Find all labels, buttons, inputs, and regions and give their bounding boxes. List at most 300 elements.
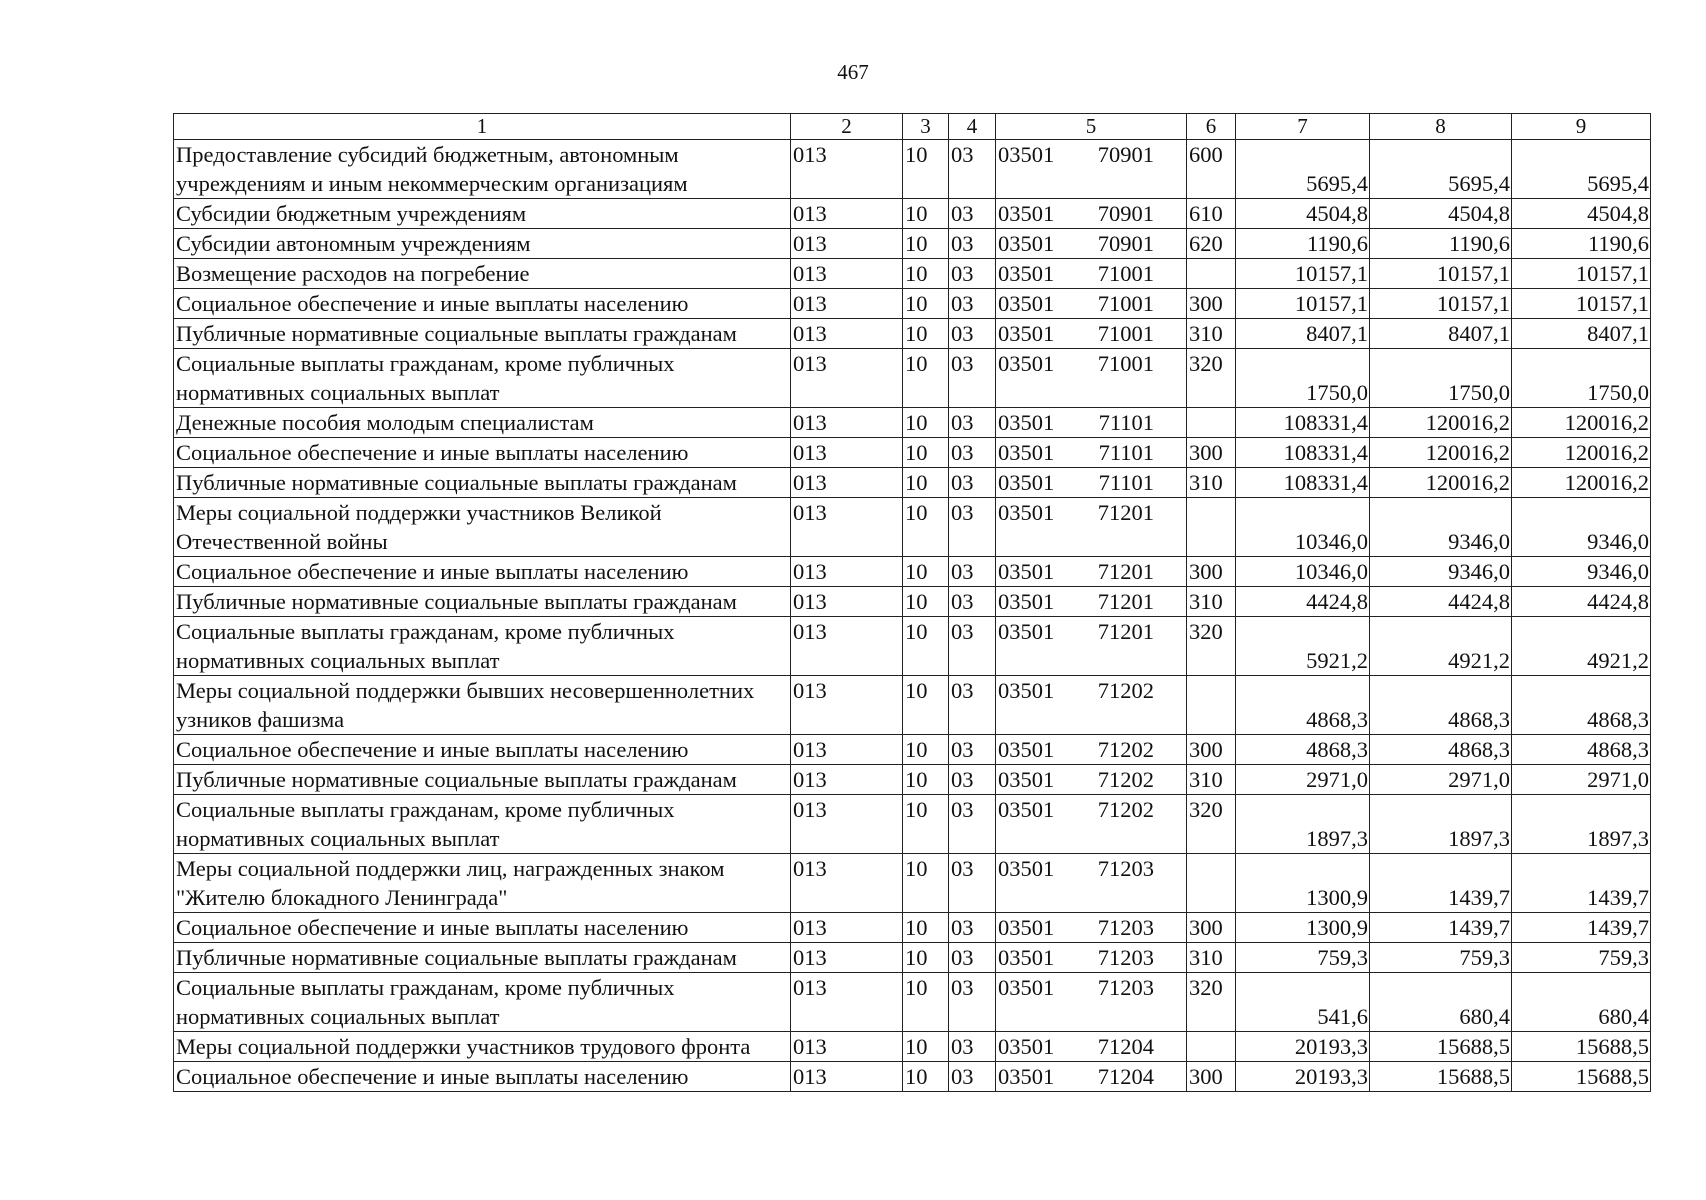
- amount-col9: 4504,8: [1512, 199, 1651, 229]
- grbs-code: 013: [791, 1032, 903, 1062]
- grbs-code: 013: [791, 765, 903, 795]
- table-row: [174, 765, 1651, 795]
- amount-col9: 4868,3: [1512, 735, 1651, 765]
- target-article-program: 03501: [998, 440, 1055, 465]
- expense-name: Публичные нормативные социальные выплаты гражданам: [174, 765, 791, 795]
- expense-name: Меры социальной поддержки участников Великой Отечественной войны: [174, 498, 791, 557]
- expense-name: Социальные выплаты гражданам, кроме публичных нормативных социальных выплат: [174, 973, 791, 1032]
- grbs-code: 013: [791, 319, 903, 349]
- target-article-code: [996, 498, 1187, 557]
- grbs-code: 013: [791, 289, 903, 319]
- amount-col8: 10157,1: [1370, 289, 1512, 319]
- amount-col7: 4424,8: [1236, 587, 1370, 617]
- amount-col7: 20193,3: [1236, 1032, 1370, 1062]
- section-code: 10: [903, 557, 949, 587]
- target-article-direction: 71001: [1097, 261, 1154, 286]
- target-article-code: [996, 765, 1187, 795]
- target-article-code: [996, 676, 1187, 735]
- section-code: 10: [903, 319, 949, 349]
- target-article-direction: 71203: [1097, 915, 1154, 940]
- amount-col8: 4424,8: [1370, 587, 1512, 617]
- section-code: 10: [903, 795, 949, 854]
- target-article-direction: 71203: [1097, 975, 1154, 1000]
- column-header: 8: [1370, 114, 1512, 140]
- table-row: [174, 199, 1651, 229]
- expense-type-code: 310: [1187, 468, 1236, 498]
- target-article-program: 03501: [998, 321, 1055, 346]
- expense-type-code: [1187, 498, 1236, 557]
- target-article-program: 03501: [998, 678, 1055, 703]
- target-article-code: [996, 1062, 1187, 1092]
- amount-col7: 108331,4: [1236, 438, 1370, 468]
- target-article-code: [996, 913, 1187, 943]
- subsection-code: 03: [949, 943, 996, 973]
- target-article-program: 03501: [998, 589, 1055, 614]
- table-row: [174, 408, 1651, 438]
- section-code: 10: [903, 943, 949, 973]
- target-article-direction: 70901: [1097, 201, 1154, 226]
- expense-name: Социальные выплаты гражданам, кроме публичных нормативных социальных выплат: [174, 349, 791, 408]
- section-code: 10: [903, 973, 949, 1032]
- target-article-code: [996, 557, 1187, 587]
- grbs-code: 013: [791, 349, 903, 408]
- grbs-code: 013: [791, 1062, 903, 1092]
- expense-type-code: 300: [1187, 735, 1236, 765]
- subsection-code: 03: [949, 795, 996, 854]
- amount-col7: 1300,9: [1236, 854, 1370, 913]
- subsection-code: 03: [949, 498, 996, 557]
- section-code: 10: [903, 349, 949, 408]
- target-article-direction: 71203: [1097, 856, 1154, 881]
- target-article-program: 03501: [998, 231, 1055, 256]
- amount-col8: 10157,1: [1370, 259, 1512, 289]
- expense-name: Социальное обеспечение и иные выплаты населению: [174, 735, 791, 765]
- table-row: [174, 319, 1651, 349]
- amount-col8: 759,3: [1370, 943, 1512, 973]
- target-article-direction: 71202: [1097, 767, 1154, 792]
- section-code: 10: [903, 408, 949, 438]
- grbs-code: 013: [791, 498, 903, 557]
- amount-col7: 10157,1: [1236, 259, 1370, 289]
- expense-type-code: 620: [1187, 229, 1236, 259]
- table-row: [174, 468, 1651, 498]
- target-article-program: 03501: [998, 767, 1055, 792]
- amount-col8: 120016,2: [1370, 468, 1512, 498]
- amount-col7: 8407,1: [1236, 319, 1370, 349]
- amount-col7: 108331,4: [1236, 468, 1370, 498]
- subsection-code: 03: [949, 735, 996, 765]
- amount-col7: 541,6: [1236, 973, 1370, 1032]
- expense-type-code: 310: [1187, 765, 1236, 795]
- target-article-code: [996, 854, 1187, 913]
- table-row: [174, 140, 1651, 199]
- grbs-code: 013: [791, 557, 903, 587]
- expense-name: Меры социальной поддержки участников трудового фронта: [174, 1032, 791, 1062]
- amount-col9: 1750,0: [1512, 349, 1651, 408]
- grbs-code: 013: [791, 199, 903, 229]
- subsection-code: 03: [949, 229, 996, 259]
- header-row: [174, 114, 1651, 140]
- column-header: 2: [791, 114, 903, 140]
- section-code: 10: [903, 765, 949, 795]
- subsection-code: 03: [949, 468, 996, 498]
- section-code: 10: [903, 913, 949, 943]
- expense-type-code: 300: [1187, 913, 1236, 943]
- expense-type-code: 300: [1187, 1062, 1236, 1092]
- expense-type-code: 310: [1187, 587, 1236, 617]
- target-article-code: [996, 229, 1187, 259]
- expense-name: Публичные нормативные социальные выплаты гражданам: [174, 468, 791, 498]
- target-article-code: [996, 259, 1187, 289]
- expense-name: Меры социальной поддержки лиц, награжденных знаком "Жителю блокадного Ленинграда": [174, 854, 791, 913]
- target-article-code: [996, 468, 1187, 498]
- subsection-code: 03: [949, 617, 996, 676]
- expense-name: Социальные выплаты гражданам, кроме публичных нормативных социальных выплат: [174, 617, 791, 676]
- subsection-code: 03: [949, 765, 996, 795]
- target-article-code: [996, 735, 1187, 765]
- target-article-code: [996, 795, 1187, 854]
- subsection-code: 03: [949, 587, 996, 617]
- target-article-code: [996, 289, 1187, 319]
- section-code: 10: [903, 259, 949, 289]
- table-row: [174, 735, 1651, 765]
- amount-col7: 4504,8: [1236, 199, 1370, 229]
- amount-col8: 1439,7: [1370, 913, 1512, 943]
- target-article-code: [996, 140, 1187, 199]
- grbs-code: 013: [791, 229, 903, 259]
- target-article-program: 03501: [998, 945, 1055, 970]
- amount-col7: 10346,0: [1236, 557, 1370, 587]
- subsection-code: 03: [949, 349, 996, 408]
- target-article-direction: 71202: [1097, 678, 1154, 703]
- expense-type-code: 320: [1187, 349, 1236, 408]
- target-article-direction: 71201: [1097, 500, 1154, 525]
- expense-name: Социальное обеспечение и иные выплаты населению: [174, 913, 791, 943]
- amount-col8: 1190,6: [1370, 229, 1512, 259]
- amount-col8: 4868,3: [1370, 735, 1512, 765]
- expense-name: Меры социальной поддержки бывших несовершеннолетних узников фашизма: [174, 676, 791, 735]
- target-article-program: 03501: [998, 797, 1055, 822]
- section-code: 10: [903, 587, 949, 617]
- amount-col8: 4921,2: [1370, 617, 1512, 676]
- amount-col9: 9346,0: [1512, 557, 1651, 587]
- target-article-direction: 71001: [1097, 321, 1154, 346]
- amount-col8: 15688,5: [1370, 1062, 1512, 1092]
- amount-col7: 1300,9: [1236, 913, 1370, 943]
- amount-col9: 2971,0: [1512, 765, 1651, 795]
- section-code: 10: [903, 854, 949, 913]
- expense-name: Публичные нормативные социальные выплаты гражданам: [174, 319, 791, 349]
- amount-col9: 120016,2: [1512, 438, 1651, 468]
- expense-type-code: 320: [1187, 617, 1236, 676]
- target-article-code: [996, 1032, 1187, 1062]
- subsection-code: 03: [949, 676, 996, 735]
- amount-col9: 4921,2: [1512, 617, 1651, 676]
- table-row: [174, 913, 1651, 943]
- amount-col7: 5921,2: [1236, 617, 1370, 676]
- target-article-code: [996, 943, 1187, 973]
- target-article-direction: 71101: [1098, 440, 1154, 465]
- expense-name: Социальное обеспечение и иные выплаты населению: [174, 1062, 791, 1092]
- target-article-program: 03501: [998, 291, 1055, 316]
- target-article-program: 03501: [998, 737, 1055, 762]
- table-row: [174, 617, 1651, 676]
- section-code: 10: [903, 617, 949, 676]
- target-article-direction: 70901: [1097, 231, 1154, 256]
- expense-type-code: [1187, 259, 1236, 289]
- target-article-program: 03501: [998, 261, 1055, 286]
- section-code: 10: [903, 199, 949, 229]
- expense-name: Публичные нормативные социальные выплаты гражданам: [174, 943, 791, 973]
- target-article-program: 03501: [998, 559, 1055, 584]
- amount-col7: 5695,4: [1236, 140, 1370, 199]
- expense-name: Публичные нормативные социальные выплаты гражданам: [174, 587, 791, 617]
- grbs-code: 013: [791, 438, 903, 468]
- target-article-program: 03501: [998, 1034, 1055, 1059]
- target-article-code: [996, 319, 1187, 349]
- target-article-program: 03501: [998, 410, 1055, 435]
- expense-type-code: 310: [1187, 319, 1236, 349]
- expense-type-code: [1187, 854, 1236, 913]
- amount-col9: 759,3: [1512, 943, 1651, 973]
- table-row: [174, 795, 1651, 854]
- target-article-direction: 71204: [1097, 1064, 1154, 1089]
- column-header: 3: [903, 114, 949, 140]
- expense-name: Предоставление субсидий бюджетным, автономным учреждениям и иным некоммерческим организациям: [174, 140, 791, 199]
- section-code: 10: [903, 1062, 949, 1092]
- expense-type-code: 300: [1187, 438, 1236, 468]
- subsection-code: 03: [949, 289, 996, 319]
- expense-type-code: 310: [1187, 943, 1236, 973]
- subsection-code: 03: [949, 259, 996, 289]
- section-code: 10: [903, 498, 949, 557]
- section-code: 10: [903, 438, 949, 468]
- amount-col8: 9346,0: [1370, 498, 1512, 557]
- grbs-code: 013: [791, 795, 903, 854]
- table-row: [174, 438, 1651, 468]
- amount-col8: 680,4: [1370, 973, 1512, 1032]
- amount-col8: 1439,7: [1370, 854, 1512, 913]
- table-row: [174, 1032, 1651, 1062]
- amount-col7: 1750,0: [1236, 349, 1370, 408]
- expense-type-code: 600: [1187, 140, 1236, 199]
- target-article-program: 03501: [998, 975, 1055, 1000]
- expense-type-code: 300: [1187, 289, 1236, 319]
- subsection-code: 03: [949, 1032, 996, 1062]
- amount-col9: 10157,1: [1512, 289, 1651, 319]
- amount-col9: 1439,7: [1512, 854, 1651, 913]
- grbs-code: 013: [791, 140, 903, 199]
- subsection-code: 03: [949, 913, 996, 943]
- target-article-direction: 71001: [1097, 291, 1154, 316]
- amount-col8: 4868,3: [1370, 676, 1512, 735]
- grbs-code: 013: [791, 587, 903, 617]
- amount-col7: 1897,3: [1236, 795, 1370, 854]
- target-article-direction: 71201: [1097, 589, 1154, 614]
- table-row: [174, 1062, 1651, 1092]
- amount-col7: 4868,3: [1236, 735, 1370, 765]
- amount-col9: 120016,2: [1512, 408, 1651, 438]
- amount-col9: 4868,3: [1512, 676, 1651, 735]
- amount-col7: 10157,1: [1236, 289, 1370, 319]
- amount-col9: 9346,0: [1512, 498, 1651, 557]
- amount-col9: 1190,6: [1512, 229, 1651, 259]
- grbs-code: 013: [791, 854, 903, 913]
- amount-col7: 108331,4: [1236, 408, 1370, 438]
- subsection-code: 03: [949, 140, 996, 199]
- section-code: 10: [903, 735, 949, 765]
- target-article-direction: 70901: [1097, 142, 1154, 167]
- table-body: [174, 140, 1651, 1092]
- grbs-code: 013: [791, 468, 903, 498]
- section-code: 10: [903, 1032, 949, 1062]
- amount-col9: 1897,3: [1512, 795, 1651, 854]
- subsection-code: 03: [949, 199, 996, 229]
- subsection-code: 03: [949, 408, 996, 438]
- table-row: [174, 349, 1651, 408]
- target-article-direction: 71201: [1097, 559, 1154, 584]
- amount-col7: 4868,3: [1236, 676, 1370, 735]
- target-article-code: [996, 973, 1187, 1032]
- grbs-code: 013: [791, 973, 903, 1032]
- section-code: 10: [903, 140, 949, 199]
- amount-col8: 8407,1: [1370, 319, 1512, 349]
- expense-type-code: [1187, 408, 1236, 438]
- amount-col7: 2971,0: [1236, 765, 1370, 795]
- expense-name: Социальные выплаты гражданам, кроме публичных нормативных социальных выплат: [174, 795, 791, 854]
- column-header: 5: [996, 114, 1187, 140]
- amount-col9: 10157,1: [1512, 259, 1651, 289]
- amount-col9: 5695,4: [1512, 140, 1651, 199]
- grbs-code: 013: [791, 943, 903, 973]
- target-article-direction: 71101: [1098, 410, 1154, 435]
- grbs-code: 013: [791, 913, 903, 943]
- table-row: [174, 973, 1651, 1032]
- target-article-program: 03501: [998, 142, 1055, 167]
- amount-col9: 4424,8: [1512, 587, 1651, 617]
- target-article-program: 03501: [998, 915, 1055, 940]
- amount-col7: 10346,0: [1236, 498, 1370, 557]
- amount-col8: 1897,3: [1370, 795, 1512, 854]
- subsection-code: 03: [949, 557, 996, 587]
- target-article-program: 03501: [998, 500, 1055, 525]
- target-article-program: 03501: [998, 351, 1055, 376]
- page-number: 467: [837, 60, 869, 84]
- table-row: [174, 587, 1651, 617]
- amount-col8: 120016,2: [1370, 438, 1512, 468]
- table-row: [174, 289, 1651, 319]
- amount-col9: 680,4: [1512, 973, 1651, 1032]
- column-header: 7: [1236, 114, 1370, 140]
- amount-col8: 1750,0: [1370, 349, 1512, 408]
- target-article-program: 03501: [998, 470, 1055, 495]
- subsection-code: 03: [949, 319, 996, 349]
- table-row: [174, 259, 1651, 289]
- expense-name: Социальное обеспечение и иные выплаты населению: [174, 438, 791, 468]
- grbs-code: 013: [791, 676, 903, 735]
- target-article-program: 03501: [998, 1064, 1055, 1089]
- target-article-direction: 71202: [1097, 797, 1154, 822]
- amount-col7: 1190,6: [1236, 229, 1370, 259]
- target-article-code: [996, 438, 1187, 468]
- grbs-code: 013: [791, 735, 903, 765]
- amount-col8: 120016,2: [1370, 408, 1512, 438]
- target-article-code: [996, 408, 1187, 438]
- amount-col7: 20193,3: [1236, 1062, 1370, 1092]
- amount-col8: 2971,0: [1370, 765, 1512, 795]
- grbs-code: 013: [791, 617, 903, 676]
- amount-col9: 15688,5: [1512, 1032, 1651, 1062]
- target-article-direction: 71101: [1098, 470, 1154, 495]
- target-article-program: 03501: [998, 619, 1055, 644]
- section-code: 10: [903, 468, 949, 498]
- target-article-direction: 71203: [1097, 945, 1154, 970]
- amount-col9: 15688,5: [1512, 1062, 1651, 1092]
- section-code: 10: [903, 229, 949, 259]
- expense-name: Субсидии автономным учреждениям: [174, 229, 791, 259]
- table-row: [174, 498, 1651, 557]
- amount-col9: 1439,7: [1512, 913, 1651, 943]
- column-header: 9: [1512, 114, 1651, 140]
- expense-name: Социальное обеспечение и иные выплаты населению: [174, 289, 791, 319]
- amount-col7: 759,3: [1236, 943, 1370, 973]
- table-row: [174, 557, 1651, 587]
- expense-type-code: 320: [1187, 973, 1236, 1032]
- target-article-direction: 71001: [1097, 351, 1154, 376]
- table-row: [174, 854, 1651, 913]
- target-article-code: [996, 617, 1187, 676]
- table-row: [174, 943, 1651, 973]
- target-article-program: 03501: [998, 856, 1055, 881]
- expense-name: Социальное обеспечение и иные выплаты населению: [174, 557, 791, 587]
- amount-col9: 120016,2: [1512, 468, 1651, 498]
- amount-col8: 9346,0: [1370, 557, 1512, 587]
- budget-table: [173, 113, 1651, 1092]
- expense-name: Субсидии бюджетным учреждениям: [174, 199, 791, 229]
- column-header: 1: [174, 114, 791, 140]
- subsection-code: 03: [949, 1062, 996, 1092]
- expense-type-code: [1187, 1032, 1236, 1062]
- column-header: 4: [949, 114, 996, 140]
- amount-col8: 4504,8: [1370, 199, 1512, 229]
- expense-name: Денежные пособия молодым специалистам: [174, 408, 791, 438]
- subsection-code: 03: [949, 973, 996, 1032]
- target-article-direction: 71201: [1097, 619, 1154, 644]
- amount-col8: 5695,4: [1370, 140, 1512, 199]
- section-code: 10: [903, 676, 949, 735]
- grbs-code: 013: [791, 259, 903, 289]
- expense-type-code: 610: [1187, 199, 1236, 229]
- expense-type-code: 300: [1187, 557, 1236, 587]
- subsection-code: 03: [949, 854, 996, 913]
- column-header: 6: [1187, 114, 1236, 140]
- target-article-code: [996, 199, 1187, 229]
- target-article-program: 03501: [998, 201, 1055, 226]
- grbs-code: 013: [791, 408, 903, 438]
- target-article-direction: 71202: [1097, 737, 1154, 762]
- table-row: [174, 229, 1651, 259]
- amount-col9: 8407,1: [1512, 319, 1651, 349]
- target-article-code: [996, 349, 1187, 408]
- target-article-direction: 71204: [1097, 1034, 1154, 1059]
- table-row: [174, 676, 1651, 735]
- amount-col8: 15688,5: [1370, 1032, 1512, 1062]
- expense-type-code: [1187, 676, 1236, 735]
- expense-type-code: 320: [1187, 795, 1236, 854]
- section-code: 10: [903, 289, 949, 319]
- target-article-code: [996, 587, 1187, 617]
- expense-name: Возмещение расходов на погребение: [174, 259, 791, 289]
